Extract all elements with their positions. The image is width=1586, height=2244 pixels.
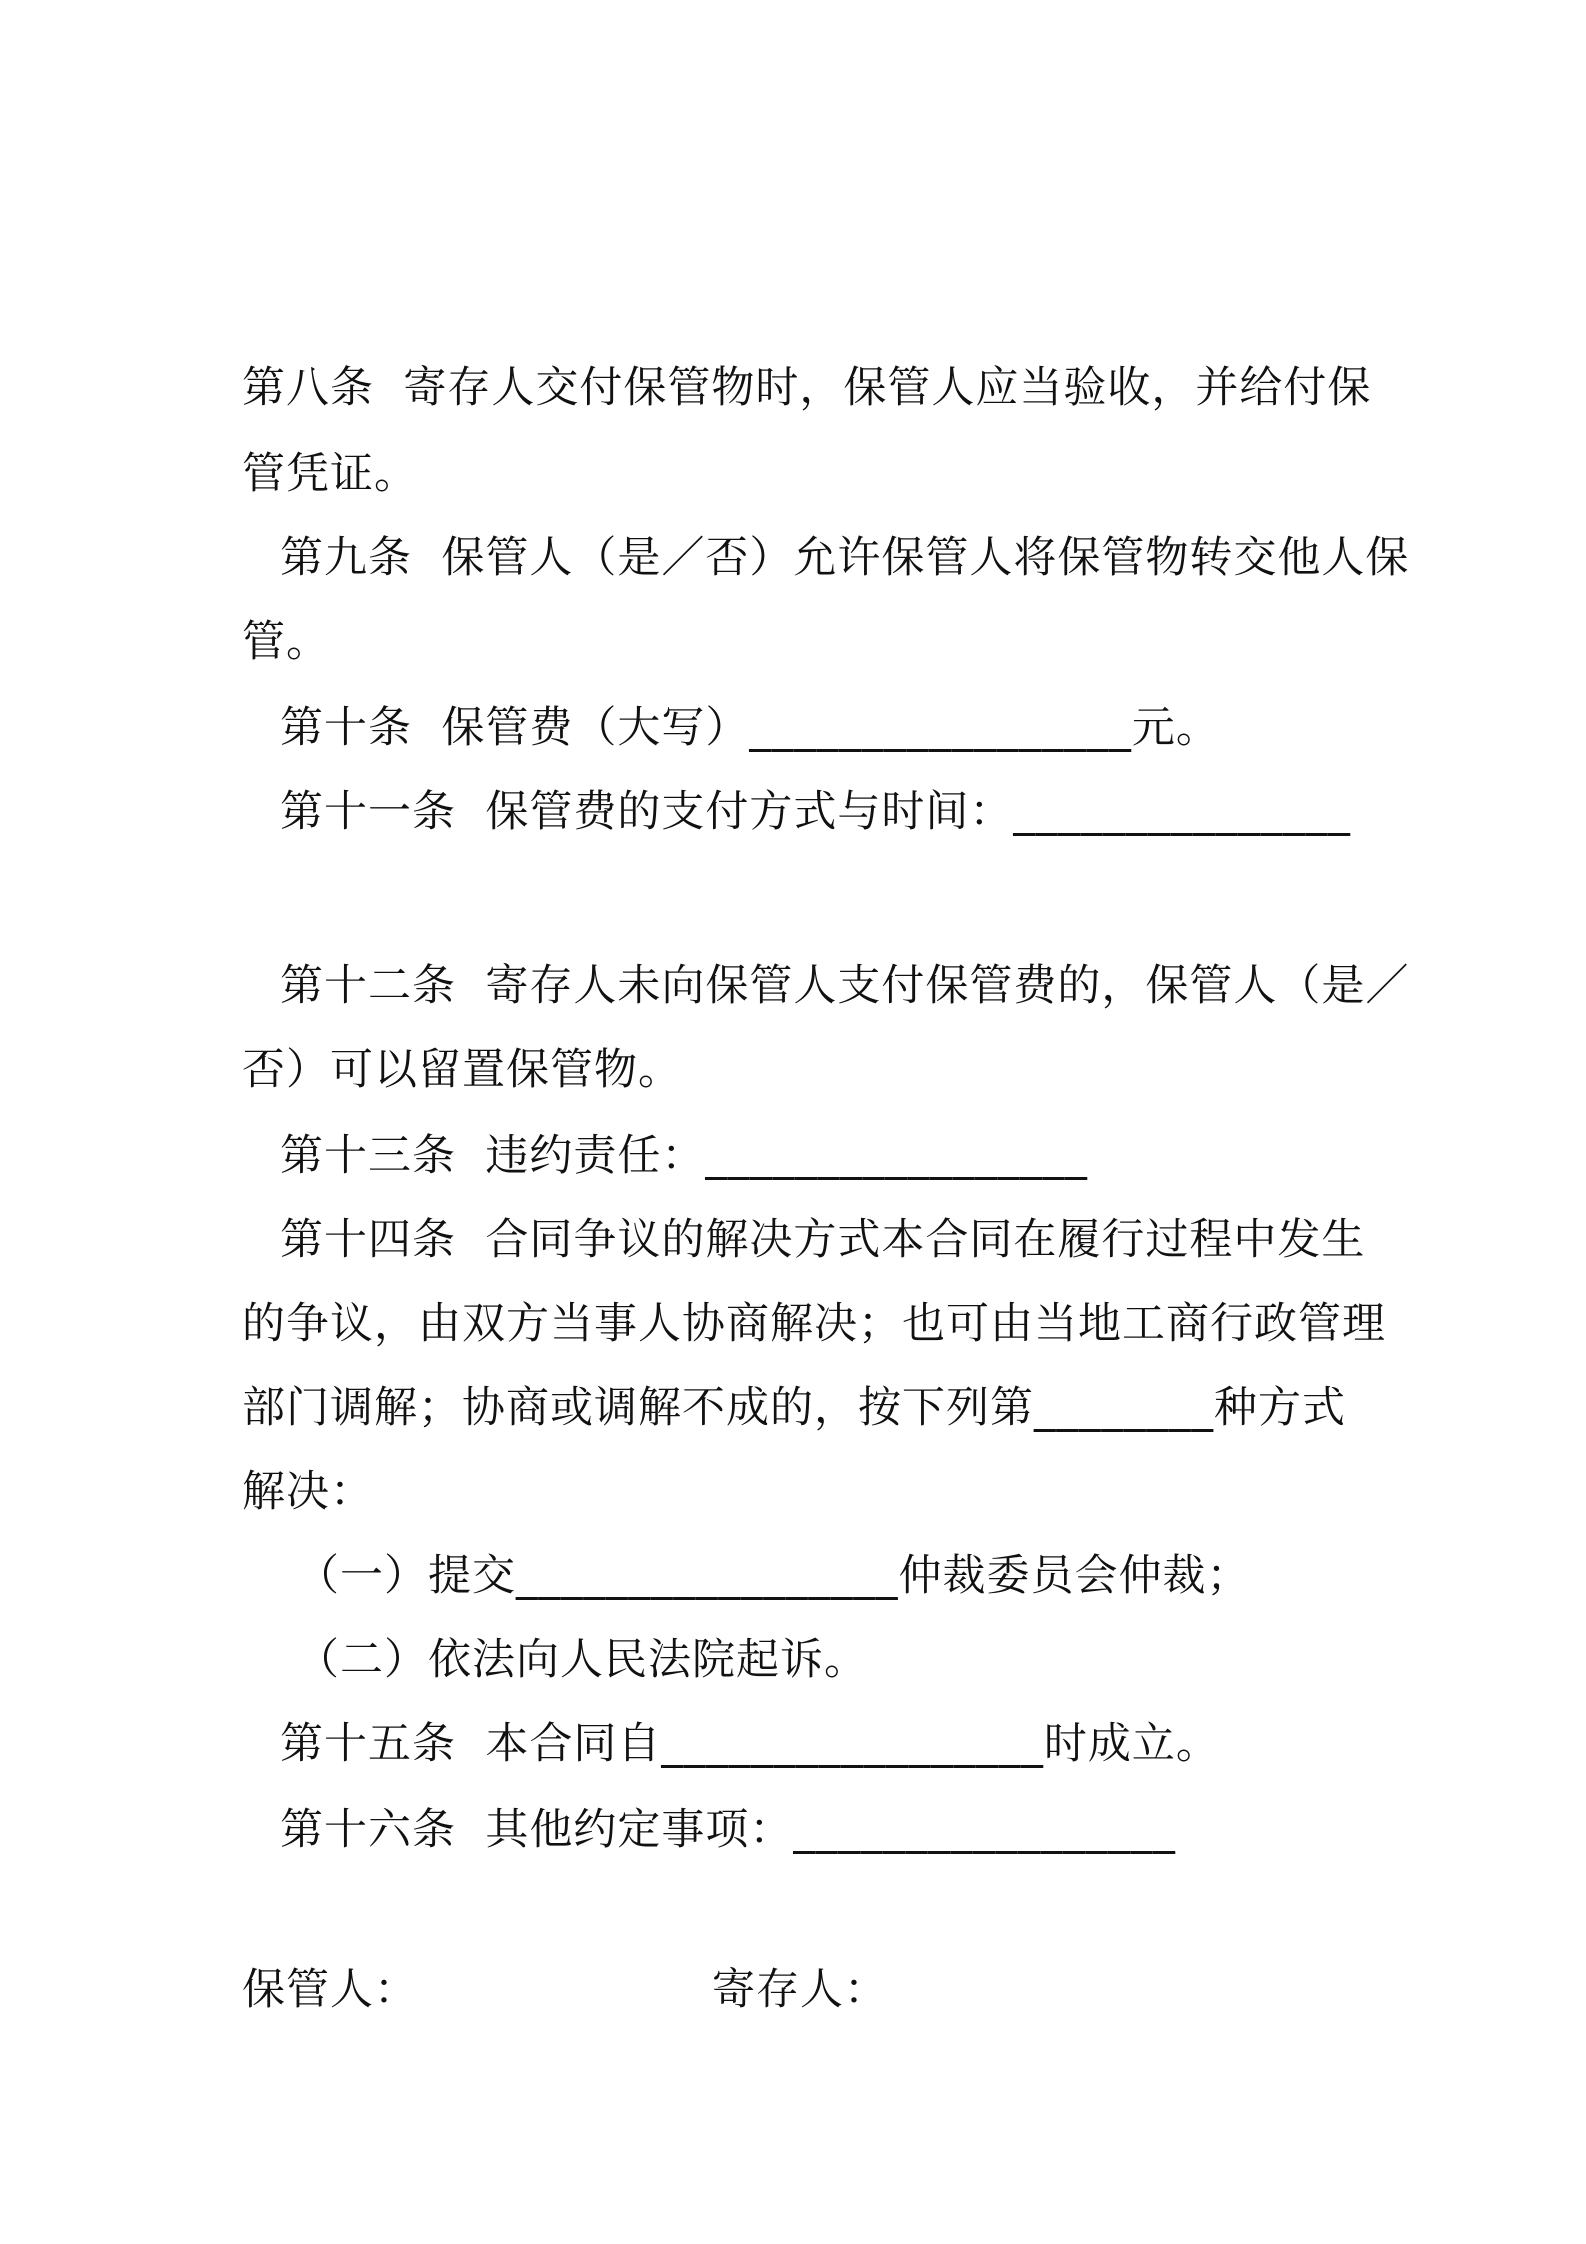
article-14-line-4: 解决： — [242, 1467, 374, 1517]
article-8-line-1: 第八条 寄存人交付保管物时，保管人应当验收，并给付保 — [242, 363, 1372, 413]
article-14-line-2: 的争议，由双方当事人协商解决；也可由当地工商行政管理 — [242, 1299, 1386, 1349]
article-8-line-2: 管凭证。 — [242, 449, 418, 499]
article-9-line-1: 第九条 保管人（是／否）允许保管人将保管物转交他人保 — [280, 533, 1410, 583]
article-14-line-1: 第十四条 合同争议的解决方式本合同在履行过程中发生 — [280, 1215, 1366, 1265]
depositor-signature-label: 寄存人： — [712, 1965, 888, 2015]
option-2-line: （二）依法向人民法院起诉。 — [296, 1635, 868, 1685]
article-10-line: 第十条 保管费（大写）_________________元。 — [280, 703, 1220, 753]
article-12-line-2: 否）可以留置保管物。 — [242, 1045, 682, 1095]
article-15-line: 第十五条 本合同自_________________时成立。 — [280, 1719, 1220, 1769]
article-12-line-1: 第十二条 寄存人未向保管人支付保管费的，保管人（是／ — [280, 961, 1410, 1011]
article-9-line-2: 管。 — [242, 617, 330, 667]
article-13-line: 第十三条 违约责任：_________________ — [280, 1131, 1088, 1181]
article-14-line-3: 部门调解；协商或调解不成的，按下列第________种方式 — [242, 1383, 1346, 1433]
article-11-line: 第十一条 保管费的支付方式与时间：_______________ — [280, 787, 1351, 837]
option-1-line: （一）提交_________________仲裁委员会仲裁； — [296, 1551, 1251, 1601]
article-16-line: 第十六条 其他约定事项：_________________ — [280, 1805, 1176, 1855]
custodian-signature-label: 保管人： — [242, 1965, 418, 2015]
